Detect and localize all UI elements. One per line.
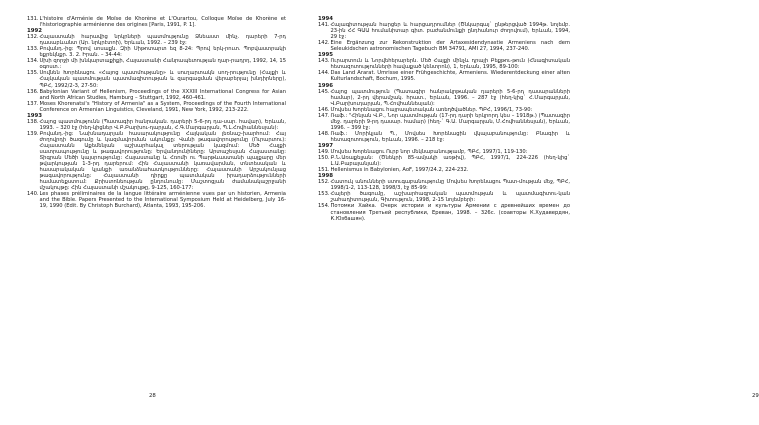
entry-text: Uխի զորջի մի խնկարտաքիքի, Հայաստանի Հանրապետության ղար-րադրդ, 1992, 14, 15 օգոստ.:	[39, 58, 286, 71]
entry-text: Բովանդ.-ից: Նախնադարյան հասարակությունը Հայկական լեռնաշ-խարհում: Հայ ժողովրդի ծագումը և կազմավորման ակունքը: Վանի թագավորությունը (Ուրարտու): Հայաստանն Աքեմենյան աշխարհակալ տերության կազմում: Մեծ Հայքի սատրապությունը և թագավորությունը: Երվանդունիները: Արտաշեսյան Հայաստանը: Տիգրան Մեծի կայսրությունը: Հայաստանը և Հռոմի ու Պարթևաստանի պայքարը մեր թվարկության 1-3-րդ դարերում: Հին Հայաստանի կառավարման, տնտեսական և հասարակական կյանքի առանձնահատկությունները: Հայաստանի Արշակունյաց թագավորությունը: Հայաստանի դիրքը պատմական իրադարձությունների համատեքստում: Քրիստոնեության ընդունումը: Մաշտոցյան ժամանակաշրջանի մշակույթը: Հին Հայաստանի մշակույթը, 9-125, 160-177:	[39, 130, 286, 192]
bibliography-entry	[318, 155, 570, 167]
entry-number: 151.	[318, 167, 330, 174]
bibliography-entry	[27, 46, 286, 58]
entry-number: 149.	[318, 149, 330, 156]
entry-number: 147.	[318, 112, 330, 119]
right-page-number: 29	[752, 393, 759, 399]
entry-text: Les phases préliminaires de la langue littéraire arménienne vues par un historien, Armenia and the Bible. Papers Presented to the International Symposium Held at Heidelberg, July 16-19, 1990 (Edit. By Christoph Burchard), Atlanta, 1993, 195-206.	[39, 191, 286, 210]
entry-number: 154.	[318, 203, 330, 210]
year-heading: 1992	[27, 28, 43, 35]
bibliography-entry	[27, 119, 286, 131]
entry-text: Սովնեն Խորենացու «Հայոց պատմությանը» և սուղարտակն սող-րությունը (Հայքի և Հայկական պատմության պատմագիտության և զարգացման վերաբերյալ խնդիրները), ՊԲՀ, 1992/2-3, 27-50:	[39, 70, 286, 89]
entry-text: Babylonian Variant of Hellenism, Proceedings of the XXXIII International Congress for Asian and North African Studies, Hamburg – Stuttgart, 1992, 460-461.	[39, 88, 286, 101]
bibliography-entry	[318, 40, 570, 52]
entry-text: Das Land Ararat. Umrisse einer Frühgeschichte, Armeniens. Wiederentdeckung einer alten Kulturlandschaft, Bochum, 1995.	[330, 70, 570, 83]
bibliography-entry	[27, 101, 286, 113]
bibliography-entry	[27, 70, 286, 88]
left-page	[0, 0, 300, 425]
left-bibliography-list	[27, 16, 286, 210]
entry-text: Потомки Хайка. Очерк истории и культуры Армении с древнейших времен до становления Третьей республики, Ереван, 1998. – 326с. (соавторы К.Худавердян, К.Юзбашян).	[330, 203, 570, 222]
entry-text: Բ.Ն.Առաքելյան: (Ծնեկրի 85-ամյակի առթիվ), ՊԲՀ, 1997/1, 224-226 (հեղ-կից` Լ.Ա.Բաբայանյան):	[330, 155, 570, 168]
entry-text: Hellenismus in Babylonien, AoF, 1997/24.2, 224-232.	[330, 167, 469, 174]
entry-number: 131.	[27, 16, 39, 22]
year-heading: 1993	[27, 112, 43, 119]
year-heading: 1997	[318, 142, 334, 149]
bibliography-entry	[27, 58, 286, 70]
entry-text: Հայաստանի հարավից նրկրների պատմությունը Ձնեաստ մինչ. դարերի 7-րդ դասաբևանտ (Ար. նրկրէտոի), Երևան, 1992. – 239 էջ:	[39, 34, 286, 47]
entry-number: 153.	[318, 191, 330, 198]
bibliography-entry	[318, 58, 570, 70]
bibliography-entry	[318, 167, 570, 173]
entry-number: 145.	[318, 88, 330, 95]
right-page	[300, 0, 759, 425]
entry-number: 148.	[318, 130, 330, 137]
entry-text: Moses Khorenatsi's "History of Armenia" as a System, Proceedings of the Fourth International Conference on Armenian Linguistics, Cleveland, 1991, New York, 1992, 213-222.	[39, 100, 286, 113]
entry-number: 144.	[318, 70, 330, 77]
right-bibliography-list	[318, 16, 570, 222]
entry-text: Հայոց պատմություն (Պատագիր հանրակրթական դարերի 5-6-րդ դասարանների համար), 2-րդ վերամշակ. հրատ., Երևան, 1996. – 287 էջ (հեղ-կից` Հ.Մարգարյան, Վ.Բարխուդարյան, Պ.Հովհաննեսյան):	[330, 88, 570, 107]
entry-number: 136.	[27, 88, 39, 95]
left-page-number: 28	[149, 393, 156, 399]
entry-text: Ռաֆ.: Մորիկյան Պ., Մովսես Խորենացին վկայաբանությունը: Բնագիր և հետազոտություն, Երևան, 1996. – 218 էջ:	[330, 130, 570, 143]
bibliography-entry	[27, 191, 286, 209]
bibliography-entry	[318, 203, 570, 221]
bibliography-entry	[318, 179, 570, 191]
entry-text: Բովանդ.-ից: Պրով սոսաքն. Զիի Սիթոտարտ եզ 8-24: Պրով երկ-րուտ. Պոբվաստրակի եքրեկնքր. 3. 2. Իրան. – 34-44:	[39, 46, 286, 59]
entry-text: Հատուկ անունների ստուգաբանությունը Մովսես Խորենացու Պատ-մության մեջ, ՊԲՀ, 1998/1-2, 113-128, 1998/3, էջ 85-99:	[330, 179, 570, 192]
year-heading: 1996	[318, 82, 334, 89]
entry-number: 146.	[318, 106, 330, 113]
bibliography-entry	[27, 16, 286, 28]
bibliography-entry	[318, 131, 570, 143]
bibliography-entry	[318, 70, 570, 82]
entry-number: 143.	[318, 58, 330, 65]
year-heading: 1998	[318, 173, 334, 180]
entry-number: 152.	[318, 179, 330, 186]
entry-text: L'histoire d'Arménie de Moïse de Khorène et L'Ourartou, Colloque Moïse de Khorène et l'historiographie arménienne des origines [Paris, 1991, P. 1].	[39, 16, 286, 29]
entry-number: 135.	[27, 70, 39, 77]
year-heading: 1994	[318, 16, 334, 22]
entry-text: Ռաֆ.: "Հինյան Վ.Բ., Նոր պատմության (17-րդ դարի երկրորդ կես – 1918թ.) (Պատագիր մեջ. դարերի 9-րդ դասար. համար) (հեղ-` Գ.Ա. Մարգարյան, Մ.Հովհաննեսյան), Երևան, 1996. – 399 էջ:	[330, 112, 570, 131]
entry-text: Մովսես Խորենացու Ուրբ նոր մեկնաբանությամբ, ՊԲՀ, 1997/1, 119-130:	[330, 149, 528, 156]
bibliography-entry	[27, 34, 286, 46]
entry-number: 150.	[318, 155, 330, 162]
entry-number: 138.	[27, 118, 39, 125]
entry-number: 134.	[27, 58, 39, 65]
entry-text: Ուրարտուն և Նորվեհերարերն. Մեծ Հայքի մինչև դրայի Բեքթու-թուն (Հնագիտական հետազոտությունների հավաքած կենտրոն), 1, Երևան, 1995, 89-100:	[330, 58, 570, 71]
entry-number: 141.	[318, 22, 330, 29]
bibliography-entry	[318, 191, 570, 203]
bibliography-entry	[27, 131, 286, 191]
bibliography-entry	[27, 89, 286, 101]
entry-number: 137.	[27, 100, 39, 107]
entry-text: Մովսես Խորենացու հայրապետական առեղծվածներ. ՊԲՀ, 1996/1, 73-90:	[330, 106, 533, 113]
entry-number: 139.	[27, 130, 39, 137]
entry-number: 140.	[27, 191, 39, 198]
entry-number: 142.	[318, 40, 330, 47]
entry-text: Հայագիտության հարցեր և հարցադրումներ (Ծնկարգայ` ընթերցված 1994թ. նոյեմբ. 23-ին ՀՀ ԳԱԱ հումանիտար գիտ. բաժանմունքի ընդհանուր ժողովում), Երևան, 1994, 29 էջ:	[330, 22, 570, 41]
entry-number: 133.	[27, 46, 39, 53]
entry-text: Eine Ergänzung zur Rekonstruktion der Artaxesidendynastie Armeniens nach dem Seleukidschen astronomischen Tagebuch BM 34791, AMI 27, 1994, 237-240.	[330, 40, 570, 53]
entry-number: 132.	[27, 34, 39, 41]
bibliography-entry	[318, 113, 570, 131]
year-heading: 1995	[318, 52, 334, 59]
entry-text: Հայերի ծագումը, աշխարհագրական պատմության և պատմագիտու-կան շահադիտության, Գիտություն, 1998, 2-15 նոյեմբերի:	[330, 191, 570, 204]
entry-text: Հայոց պատմությունն (Պատագիր հանրական. դարերի 5-6-րդ դա-սար. հավար), Երևան, 1993. – 320 էջ (հեղ-կիցներ Վ.Բ.Բարխու-դարյան, Հ.Գ.Մարգարյան, Պ.Լ.Հովհաննեսյան):	[39, 118, 286, 131]
bibliography-entry	[318, 22, 570, 40]
bibliography-entry	[318, 89, 570, 107]
